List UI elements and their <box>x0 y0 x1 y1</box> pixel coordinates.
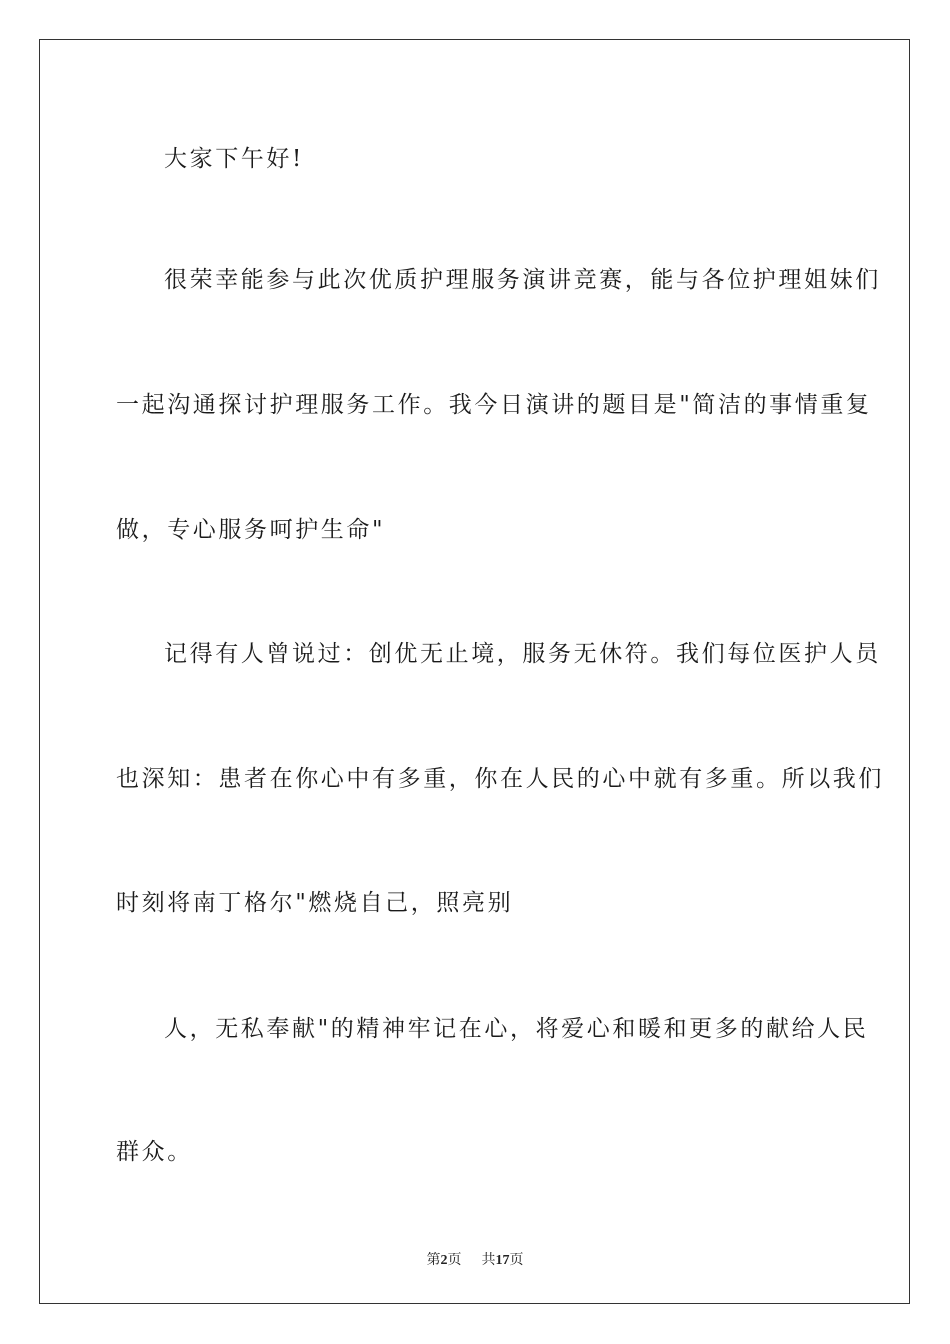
paragraph-line-4: 做，专心服务呵护生命" <box>116 517 386 543</box>
paragraph-line-2: 很荣幸能参与此次优质护理服务演讲竞赛，能与各位护理姐妹们 <box>164 267 881 293</box>
paragraph-line-3: 一起沟通探讨护理服务工作。我今日演讲的题目是"简洁的事情重复 <box>116 392 872 418</box>
paragraph-line-7: 时刻将南丁格尔"燃烧自己，照亮别 <box>116 890 514 916</box>
paragraph-line-1: 大家下午好! <box>164 146 304 172</box>
paragraph-line-9: 群众。 <box>116 1139 193 1165</box>
paragraph-line-8: 人，无私奉献"的精神牢记在心，将爱心和暖和更多的献给人民 <box>164 1016 869 1042</box>
page-footer <box>0 1249 950 1269</box>
paragraph-line-5: 记得有人曾说过：创优无止境，服务无休符。我们每位医护人员 <box>164 641 881 667</box>
page-frame <box>39 39 910 1304</box>
total-pages-indicator: 共17页 <box>481 1253 524 1268</box>
paragraph-line-6: 也深知：患者在你心中有多重，你在人民的心中就有多重。所以我们 <box>116 766 884 792</box>
page-indicator: 第2页 <box>426 1253 462 1268</box>
